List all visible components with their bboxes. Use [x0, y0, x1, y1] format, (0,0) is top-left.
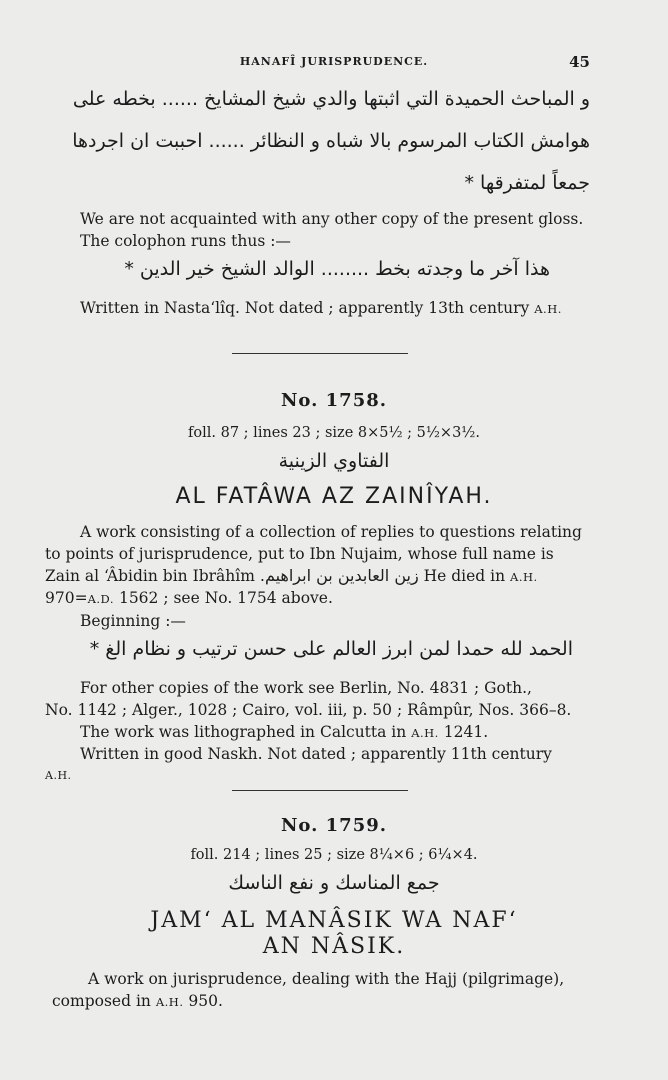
beginning-arabic: الحمد لله حمدا لمن ابرز العالم على حسن ترتيب و نظام الغ *	[89, 638, 573, 660]
gloss-para-line-2: The colophon runs thus :—	[80, 232, 291, 250]
beginning-label: Beginning :—	[80, 612, 186, 630]
entry-meta: foll. 214 ; lines 25 ; size 8¼×6 ; 6¼×4.	[190, 847, 478, 863]
divider	[232, 353, 408, 354]
desc-died: He died in	[423, 567, 506, 585]
litho-text: The work was lithographed in Calcutta in	[80, 723, 407, 741]
entry-arabic-title: الفتاوي الزينية	[278, 450, 390, 472]
running-title: HANAFÎ JURISPRUDENCE.	[239, 55, 429, 68]
copies-line-2: No. 1142 ; Alger., 1028 ; Cairo, vol. iii, p. 50 ; Râmpûr, Nos. 366–8.	[45, 701, 572, 719]
divider	[232, 790, 408, 791]
page-number: 45	[569, 53, 590, 71]
era-label-ad: A.D.	[87, 592, 115, 606]
desc-see: 1562 ; see No. 1754 above.	[118, 589, 333, 607]
litho-line	[80, 721, 488, 744]
desc-line-4	[45, 587, 333, 610]
desc-line-2: to points of jurisprudence, put to Ibn Nujaim, whose full name is	[45, 545, 554, 563]
arabic-line-1: و المباحث الحميدة التي اثبتها والدي شيخ المشايخ ...... بخطه على	[72, 88, 590, 110]
era-label: A.H.	[534, 302, 562, 316]
entry-number: No. 1759.	[280, 815, 388, 836]
entry-meta: foll. 87 ; lines 23 ; size 8×5½ ; 5½×3½.	[188, 425, 480, 441]
desc2-text: composed in	[52, 992, 151, 1010]
era-label: A.H.	[510, 570, 538, 584]
gloss-para-line-1: We are not acquainted with any other copy of the present gloss.	[80, 210, 584, 228]
desc-year: 970=	[45, 589, 88, 607]
arabic-line-3: جمعاً لمتفرقها *	[464, 172, 590, 194]
entry-number: No. 1758.	[280, 390, 388, 411]
entry-title: AL FATÂWA AZ ZAINÎYAH.	[175, 484, 493, 509]
era-label: A.H.	[411, 726, 439, 740]
desc-name: Zain al ‘Âbidin bin Ibrâhîm	[45, 567, 255, 585]
desc-line-1: A work consisting of a collection of replies to questions relating	[80, 523, 582, 541]
entry-title-line-2: AN NÂSIK.	[262, 934, 406, 959]
written-text: Written in Nasta‘lîq. Not dated ; apparently 13th century	[80, 299, 530, 317]
litho-year: 1241.	[443, 723, 489, 741]
desc-line-3	[45, 565, 538, 588]
era-label: A.H.	[45, 769, 72, 782]
era-label: A.H.	[155, 995, 184, 1009]
written-line	[80, 297, 562, 320]
desc2-line-1: A work on jurisprudence, dealing with the Hajj (pilgrimage),	[88, 970, 565, 988]
arabic-line-2: هوامش الكتاب المرسوم بالا شباه و النظائر ...... احببت ان اجردها	[72, 130, 590, 152]
desc2-line-2	[52, 990, 223, 1013]
desc-arabic-name: زين العابدين بن ابراهيم.	[259, 566, 419, 585]
colophon-arabic: هذا آخر ما وجدته بخط ........ الوالد الشيخ خير الدين *	[124, 258, 550, 280]
entry-title-line-1: JAM‘ AL MANÂSIK WA NAF‘	[150, 908, 518, 933]
copies-line-1: For other copies of the work see Berlin, No. 4831 ; Goth.,	[80, 679, 532, 697]
desc2-year: 950.	[188, 992, 223, 1010]
written-good-naskh: Written in good Naskh. Not dated ; apparently 11th century	[80, 745, 552, 763]
entry-arabic-title: جمع المناسك و نفع الناسك	[228, 872, 440, 894]
